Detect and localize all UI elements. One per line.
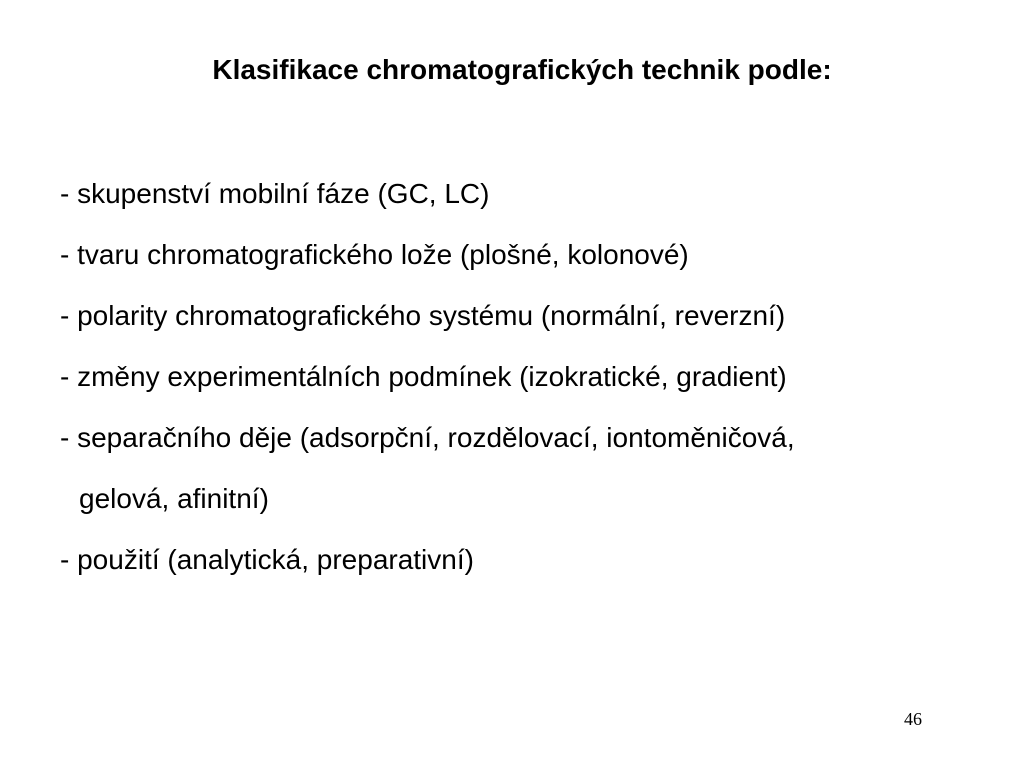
list-item-usage: - použití (analytická, preparativní)	[60, 544, 474, 575]
slide-title: Klasifikace chromatografických technik podle:	[212, 54, 832, 85]
list-item-separation: - separačního děje (adsorpční, rozdělovací, iontoměničová,	[60, 422, 795, 453]
classification-list	[60, 172, 795, 599]
list-item-mobile-phase: - skupenství mobilní fáze (GC, LC)	[60, 178, 490, 209]
list-item-conditions: - změny experimentálních podmínek (izokratické, gradient)	[60, 361, 787, 392]
page-number: 46	[904, 709, 922, 729]
list-item-separation-continued: gelová, afinitní)	[79, 483, 269, 514]
list-item-polarity: - polarity chromatografického systému (normální, reverzní)	[60, 300, 786, 331]
list-item-bed-shape: - tvaru chromatografického lože (plošné, kolonové)	[60, 239, 689, 270]
